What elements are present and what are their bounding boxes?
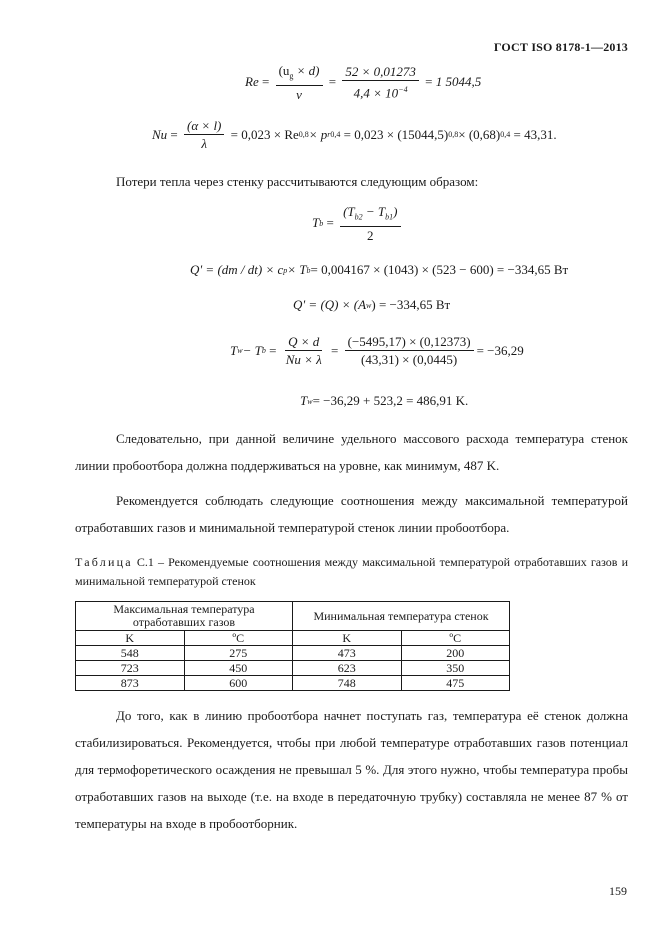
table-cell: 475	[401, 676, 510, 691]
table-row	[76, 661, 510, 676]
table-caption-label: Таблица	[75, 555, 133, 569]
standard-header: ГОСТ ISO 8178-1—2013	[493, 40, 628, 54]
paragraph-stabilization: До того, как в линию пробоотбора начнет поступать газ, температура её стенок должна стабилизироваться. Рекомендуется, чтобы при любой температуре отработавших газов потенциал для термофоретического осаждения не превышал 5 %. Для этого нужно, чтобы температура пробы отработавших газов на выходе (т.е. на входе в передаточную трубку) составляла не менее 87 % от температуры на входе в пробоотборник.	[75, 708, 628, 831]
page-number: 159	[609, 884, 627, 898]
nusselt-equation: Nu = $\frac{(\alpha \times l)}{\lambda}$ = 0,023 × Re 0,8 × p r 0,4 = 0,023 × (15044,5) 0,8 × (0,68) 0,4 = 43,31.	[152, 118, 557, 151]
table-cell: 873	[76, 676, 185, 691]
eq-tw-frac2: $\frac{(-5495,17) \times (0,12373)}{(43,31) \times (0,0445)}$	[345, 334, 474, 367]
table-row	[76, 676, 510, 691]
tw-result-equation: T w = −36,29 + 523,2 = 486,91 K.	[300, 393, 469, 408]
q-prime-area-equation: Q' = (Q) × (A w ) = −334,65 Вт	[293, 297, 451, 312]
paragraph-conclusion: Следовательно, при данной величине удельного массового расхода температура стенок линии пробоотбора должна поддерживаться на уровне, как минимум, 487 K.	[75, 431, 628, 473]
eq-nu-result: 43,31.	[524, 126, 557, 142]
eq-re-result: 1 5044,5	[435, 74, 482, 90]
table-cell: 723	[76, 661, 185, 676]
table-cell: 623	[293, 661, 402, 676]
heat-loss-intro: Потери тепла через стенку рассчитываются следующим образом:	[116, 174, 479, 189]
eq-re-frac1: $\frac{(u_g \times d)}{v}$	[276, 63, 323, 102]
table-cell: 350	[401, 661, 510, 676]
unit-header: K	[76, 631, 185, 646]
unit-header: K	[293, 631, 402, 646]
temperature-table	[75, 601, 510, 691]
table-cell: 450	[184, 661, 293, 676]
paragraph-recommendation: Рекомендуется соблюдать следующие соотношения между максимальной температурой отработавших газов и минимальной температурой стенок линии пробоотбора.	[75, 493, 628, 535]
table-caption	[75, 553, 628, 591]
eq-re-frac2: $\frac{52 \times 0,01273}{4,4 \times 10^{-4}}$	[342, 64, 419, 100]
table-cell: 548	[76, 646, 185, 661]
eq-tw-frac1: $\frac{Q \times d}{Nu \times \lambda}$	[285, 334, 322, 367]
table-cell: 600	[184, 676, 293, 691]
eq-re-lhs: Re	[245, 74, 259, 90]
eq-nu-frac: $\frac{(\alpha \times l)}{\lambda}$	[184, 118, 224, 151]
table-cell: 200	[401, 646, 510, 661]
table-cell: 748	[293, 676, 402, 691]
eq-tb-frac: $\frac{(T_{b2} - T_{b1})}{2}$	[340, 204, 400, 243]
tb-equation: T b = $\frac{(T_{b2} - T_{b1})}{2}$	[312, 204, 404, 243]
q-prime-equation: Q' = (dm / dt) × c p × T b = 0,004167 × (1043) × (523 − 600) = −334,65 Вт	[190, 262, 569, 277]
unit-header: ºC	[401, 631, 510, 646]
reynolds-equation: Re = $\frac{(u_g \times d)}{v}$ = $\frac{52 \times 0,01273}{4,4 \times 10^{-4}}$ = 1 5044,5	[245, 63, 482, 102]
table-row	[76, 646, 510, 661]
header-min-wall-temp: Минимальная температура стенок	[293, 602, 510, 631]
eq-nu-lhs: Nu	[152, 126, 168, 142]
table-cell: 275	[184, 646, 293, 661]
header-max-exhaust-temp: Максимальная температура отработавших газов	[76, 602, 293, 631]
tw-tb-equation: T w − T b = $\frac{Q \times d}{Nu \times \lambda}$ = $\frac{(-5495,17) \times (0,12373)}{(43,31) \times (0,0445)}$ = −36,29	[230, 334, 524, 367]
table-caption-text: С.1 – Рекомендуемые соотношения между максимальной температурой отработавших газов и минимальной температурой стенок	[75, 555, 628, 588]
unit-header: ºC	[184, 631, 293, 646]
table-cell: 473	[293, 646, 402, 661]
